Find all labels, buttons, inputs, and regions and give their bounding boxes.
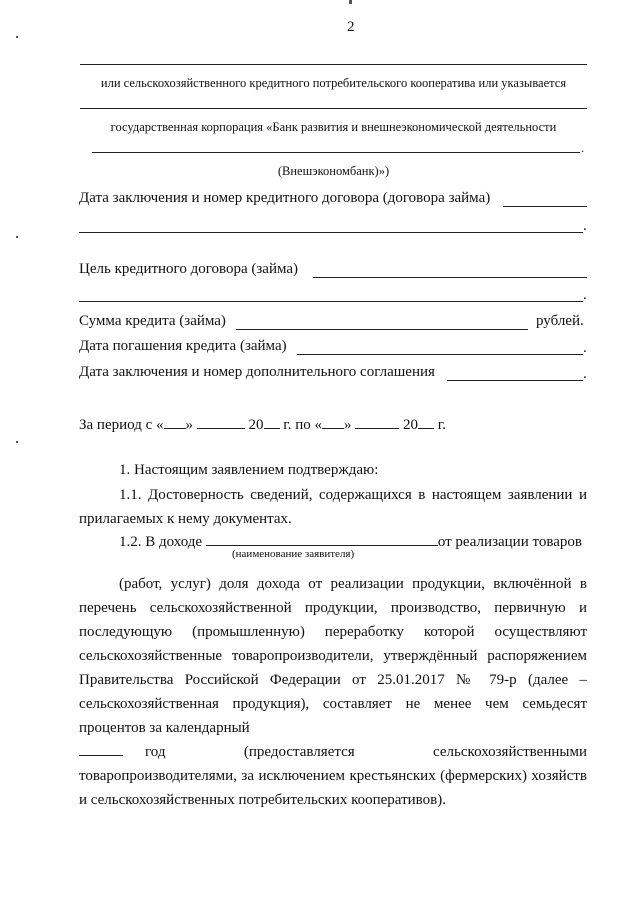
period-year-suffix-2[interactable] — [418, 427, 434, 429]
dot: . — [583, 366, 587, 382]
addendum-field[interactable] — [447, 380, 583, 381]
paragraph-1-1-text: 1.1. Достоверность сведений, содержащихся в настоящем заявлении и прилагаемых к нему документах. — [79, 487, 587, 527]
applicant-name-field[interactable] — [206, 544, 438, 546]
paragraph-1-2-text-a: (работ, услуг) доля дохода от реализации продукции, включённой в перечень сельскохозяйственной продукции, производство, первичную и последующую (промышленную) переработку которой осуществляют сельскохозяйственные товаропроизводители, утверждённый распоряжением Правительства Российской Федерации от 25.01.2017 № 79-р (далее – сельскохозяйственная продукция), составляет не менее чем семьдесят процентов за календарный — [79, 576, 587, 736]
applicant-name-caption: (наименование заявителя) — [232, 548, 355, 560]
period-end: г. — [437, 417, 446, 433]
period-day-2[interactable] — [322, 427, 344, 429]
period-year-1: 20 — [248, 417, 264, 433]
page-number: 2 — [347, 19, 355, 35]
period-close-2: » — [344, 417, 352, 433]
period-day-1[interactable] — [164, 427, 186, 429]
paragraph-1-1 — [79, 483, 587, 531]
scan-mark — [16, 36, 18, 38]
paragraph-1-2-body-b — [79, 740, 587, 812]
period-month-2[interactable] — [355, 427, 399, 429]
header-line-1: или сельскохозяйственного кредитного потребительского кооператива или указывается — [100, 76, 567, 90]
blank-line — [80, 108, 587, 109]
amount-unit: рублей. — [536, 313, 584, 329]
paragraph-1-2-prefix: 1.2. В доходе — [119, 534, 203, 550]
paragraph-1-2-suffix: от реализации товаров — [437, 534, 582, 550]
amount-label: Сумма кредита (займа) — [79, 313, 226, 329]
period-close-1: » — [185, 417, 193, 433]
dot: . — [583, 287, 587, 303]
period-year-suffix-1[interactable] — [264, 427, 280, 429]
header-line-3: (Внешэкономбанк)») — [277, 164, 390, 178]
scan-mark — [349, 0, 352, 4]
dot: . — [583, 218, 587, 234]
purpose-field-2[interactable] — [79, 301, 583, 302]
paragraph-1-2-text-b: год (предоставляется сельскохозяйственными товаропроизводителями, за исключением крестьянских (фермерских) хозяйств и сельскохозяйственных потребительских кооперативов). — [79, 744, 587, 808]
period-row — [79, 417, 446, 434]
purpose-field[interactable] — [313, 277, 587, 278]
blank-line — [92, 152, 580, 153]
repay-field[interactable] — [297, 354, 583, 355]
dot: . — [581, 141, 585, 155]
period-year-2: 20 — [403, 417, 418, 433]
scan-mark — [16, 441, 18, 443]
period-prefix: За период с « — [79, 417, 164, 433]
repay-label: Дата погашения кредита (займа) — [79, 338, 287, 354]
paragraph-1-2-body — [79, 572, 587, 740]
dot: . — [583, 340, 587, 356]
header-line-2: государственная корпорация «Банк развития и внешнеэкономической деятельности — [110, 120, 557, 134]
period-month-1[interactable] — [197, 427, 245, 429]
paragraph-1: 1. Настоящим заявлением подтверждаю: — [119, 462, 379, 478]
period-to: г. по « — [283, 417, 322, 433]
contract-date-label: Дата заключения и номер кредитного договора (договора займа) — [79, 190, 491, 206]
purpose-label: Цель кредитного договора (займа) — [79, 261, 299, 277]
addendum-label: Дата заключения и номер дополнительного соглашения — [79, 364, 435, 380]
contract-date-field[interactable] — [503, 206, 587, 207]
amount-field[interactable] — [236, 329, 528, 330]
contract-date-field-2[interactable] — [79, 232, 583, 233]
calendar-year-field[interactable] — [79, 754, 123, 756]
blank-line — [80, 64, 587, 65]
scan-mark — [16, 236, 18, 238]
